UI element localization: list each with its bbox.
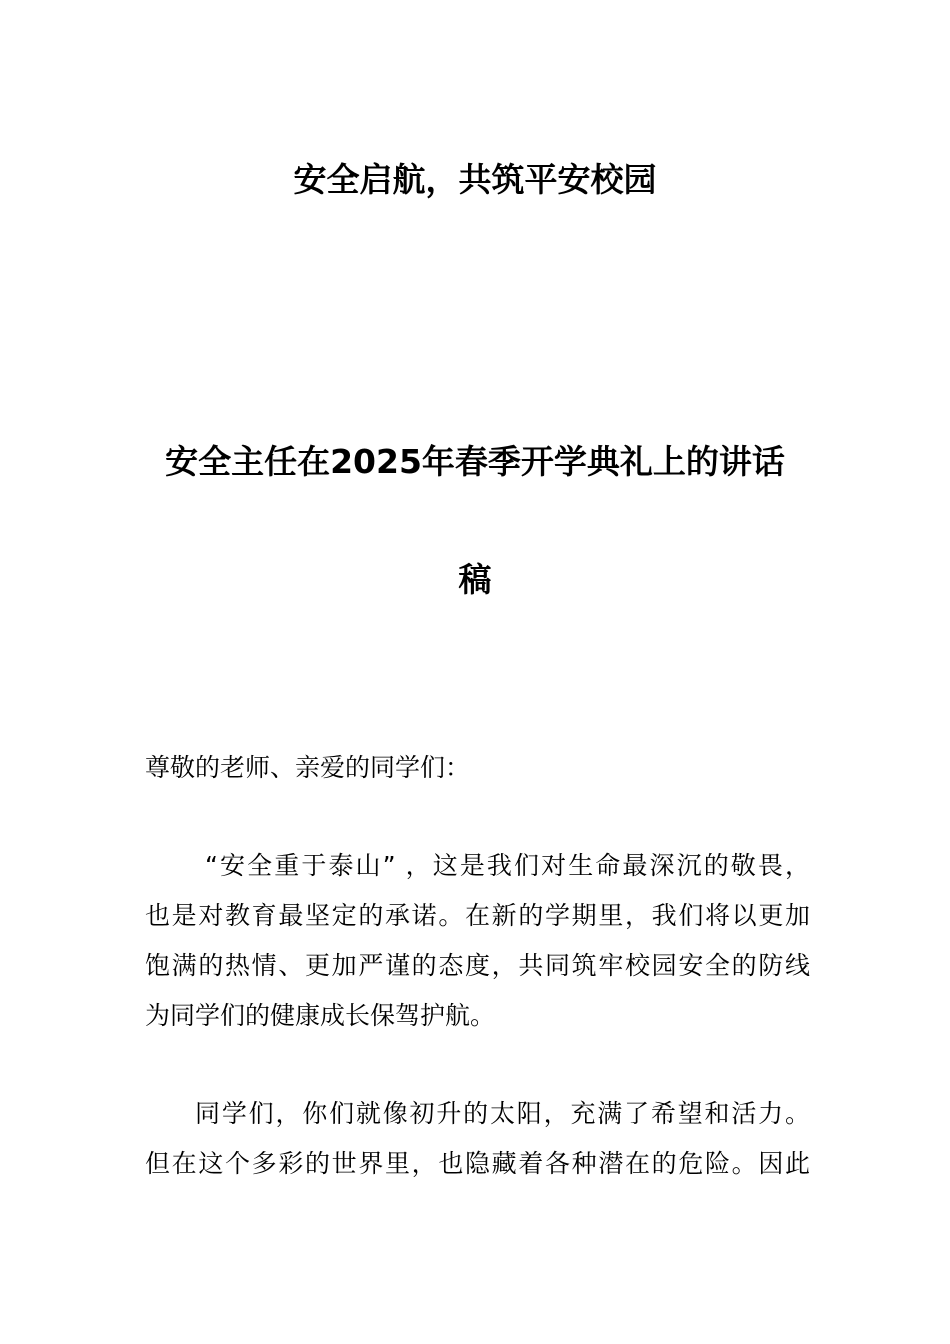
paragraph-line: 同学们，你们就像初升的太阳，充满了希望和活力。 xyxy=(195,1099,810,1128)
document-title: 安全启航，共筑平安校园 xyxy=(293,160,657,199)
paragraph-line: 饱满的热情、更加严谨的态度，共同筑牢校园安全的防线 xyxy=(145,951,810,980)
document-subtitle-line-1: 安全主任在2025年春季开学典礼上的讲话 xyxy=(165,442,785,481)
salutation: 尊敬的老师、亲爱的同学们： xyxy=(145,753,471,782)
paragraph-line: “安全重于泰山” ，这是我们对生命最深沉的敬畏， xyxy=(205,851,810,880)
paragraph-line: 也是对教育最坚定的承诺。在新的学期里，我们将以更加 xyxy=(145,901,810,930)
document-subtitle-line-2: 稿 xyxy=(458,560,492,599)
paragraph-line: 但在这个多彩的世界里，也隐藏着各种潜在的危险。因此 xyxy=(145,1149,810,1178)
paragraph-line: 为同学们的健康成长保驾护航。 xyxy=(145,1001,496,1030)
